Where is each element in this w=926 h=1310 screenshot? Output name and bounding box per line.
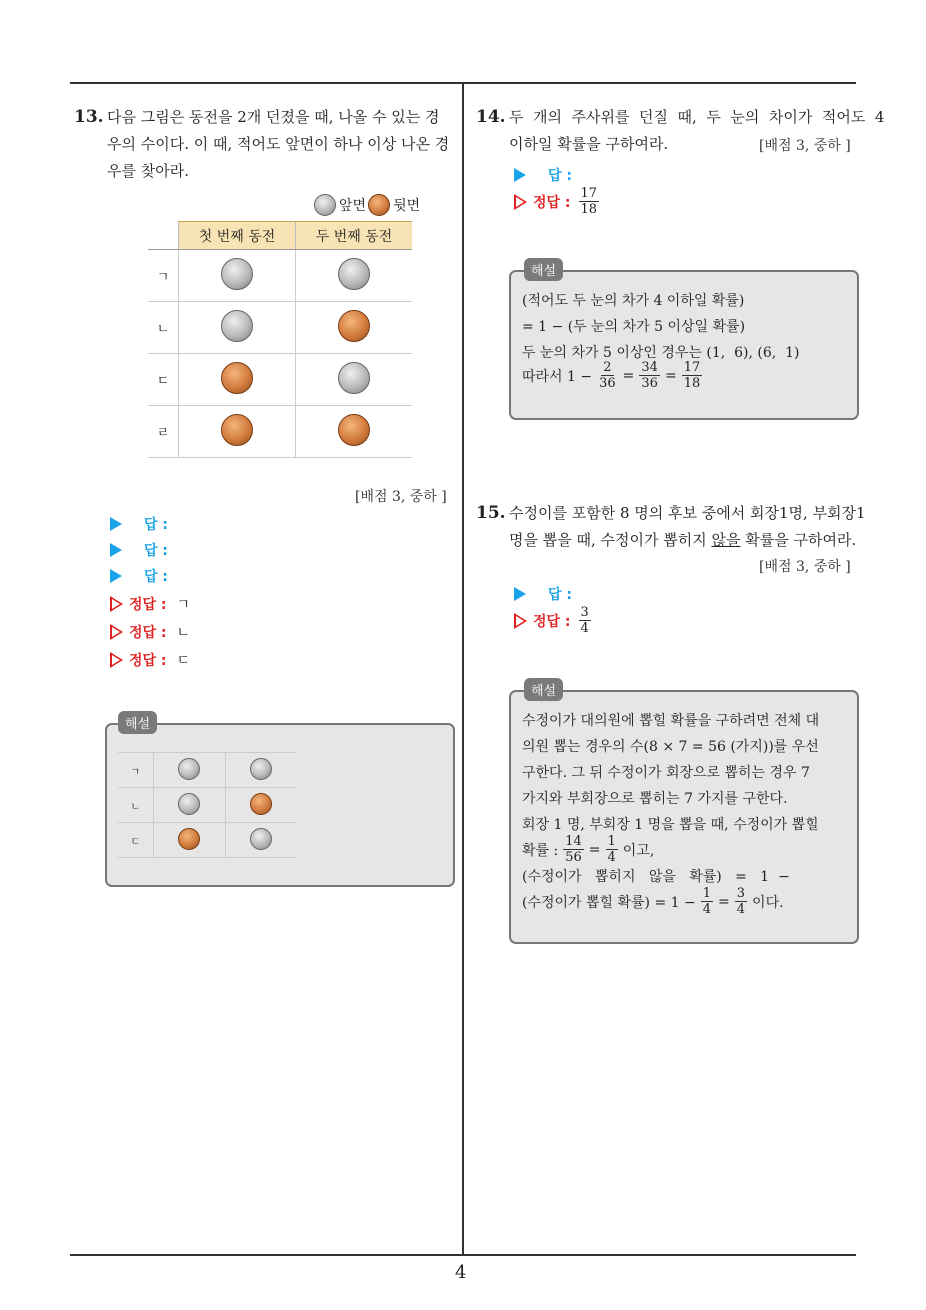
fraction-denominator: 4 [702, 902, 712, 917]
heads-coin-icon [178, 793, 200, 815]
page-number: 4 [455, 1262, 467, 1283]
q13-explanation-tab: 해설 [118, 711, 157, 734]
coin-cell [296, 406, 412, 458]
heads-coin-icon [250, 758, 272, 780]
fraction [735, 886, 747, 917]
tails-coin-icon [178, 828, 200, 850]
q14-explanation-line2: = 1 − (두 눈의 차가 5 이상일 확률) [522, 319, 746, 335]
coin-cell [225, 823, 296, 858]
heads-coin-icon [338, 362, 370, 394]
fraction-numerator: 34 [641, 360, 658, 375]
table-row [118, 788, 296, 823]
heads-coin-icon [221, 258, 253, 290]
fraction-numerator: 2 [603, 360, 612, 375]
heads-coin-icon [178, 758, 200, 780]
q14-explanation-line4 [522, 360, 704, 391]
coin-cell [225, 753, 296, 788]
open-triangle-icon [514, 613, 527, 629]
fraction-numerator: 1 [702, 886, 712, 901]
row-label: ㄱ [148, 250, 179, 302]
q15-text-segment: 확률을 구하여라. [740, 531, 857, 549]
q15-explanation-line5: 회장 1 명, 부회장 1 명을 뽑을 때, 수정이가 뽑힐 [522, 817, 819, 833]
heads-coin-icon [250, 828, 272, 850]
q13-correct-line-2 [110, 622, 190, 642]
fraction-denominator: 18 [683, 376, 701, 391]
q14-text-line1: 두 개의 주사위를 던질 때, 두 눈의 차이가 적어도 4 [509, 108, 885, 126]
q13-answer-value: ㄴ [176, 625, 191, 641]
filled-triangle-icon [110, 517, 122, 531]
correct-label: 정답 : [129, 625, 167, 641]
q13-answer-line-1 [110, 514, 168, 534]
answer-label: 답 : [144, 517, 168, 533]
filled-triangle-icon [110, 569, 122, 583]
heads-coin-icon [314, 194, 336, 216]
q14-answer-line [514, 165, 572, 185]
fraction [701, 886, 713, 917]
q15-answer-line [514, 584, 572, 604]
q15-explanation-line6 [522, 834, 654, 865]
filled-triangle-icon [514, 587, 526, 601]
q15-answer-fraction [579, 605, 591, 636]
tails-coin-icon [221, 414, 253, 446]
fraction-numerator: 3 [736, 886, 746, 901]
fraction [597, 360, 618, 391]
correct-label: 정답 : [129, 597, 167, 613]
coin-cell [179, 406, 296, 458]
fraction [682, 360, 703, 391]
q13-meta: [배점 3, 중하 ] [355, 489, 447, 505]
coin-cell [179, 250, 296, 302]
fraction-numerator: 17 [683, 360, 701, 375]
q15-meta: [배점 3, 중하 ] [759, 559, 851, 575]
coin-cell [153, 788, 225, 823]
row-label: ㄷ [118, 823, 153, 858]
fraction [563, 834, 584, 865]
fraction-numerator: 14 [565, 834, 582, 849]
fraction-denominator: 4 [736, 902, 746, 917]
q14-meta: [배점 3, 중하 ] [759, 138, 851, 154]
q15-explanation-line4: 가지와 부회장으로 뽑히는 7 가지를 구한다. [522, 791, 788, 807]
open-triangle-icon [110, 624, 123, 640]
q13-answer-line-2 [110, 540, 168, 560]
table-row [148, 302, 412, 354]
q14-number: 14. [476, 107, 506, 127]
fraction-denominator: 18 [580, 202, 598, 217]
q13-text-line3: 우를 찾아라. [107, 162, 189, 180]
explanation-text: 이다. [752, 894, 784, 911]
table-row [148, 406, 412, 458]
column-divider [462, 84, 464, 1256]
q15-text-line2 [509, 527, 856, 554]
fraction-numerator: 1 [607, 834, 616, 849]
filled-triangle-icon [110, 543, 122, 557]
q15-text-segment: 명을 뽑을 때, 수정이가 뽑히지 [509, 531, 712, 549]
row-label: ㄷ [148, 354, 179, 406]
q13-text-line1: 다음 그림은 동전을 2개 던졌을 때, 나올 수 있는 경 [107, 108, 440, 126]
tails-coin-icon [250, 793, 272, 815]
col-header-second-coin: 두 번째 동전 [296, 222, 412, 250]
explanation-text: 이고, [622, 842, 655, 859]
q14-explanation-tab: 해설 [524, 258, 563, 281]
answer-label: 답 : [144, 569, 168, 585]
coin-cell [225, 788, 296, 823]
q13-number: 13. [74, 107, 104, 127]
correct-label: 정답 : [129, 653, 167, 669]
table-row [118, 753, 296, 788]
legend-tails-label: 뒷면 [393, 198, 421, 214]
q13-correct-line-1 [110, 594, 190, 614]
fraction-denominator: 4 [580, 621, 589, 636]
legend-heads-label: 앞면 [339, 198, 367, 214]
open-triangle-icon [514, 194, 527, 210]
coin-cell [296, 250, 412, 302]
tails-coin-icon [338, 310, 370, 342]
row-label: ㄴ [118, 788, 153, 823]
open-triangle-icon [110, 596, 123, 612]
q15-explanation-line2: 의원 뽑는 경우의 수(8 × 7 = 56 (가지))를 우선 [522, 739, 819, 755]
q14-correct-line [514, 186, 601, 217]
q13-answer-value: ㄱ [176, 597, 191, 613]
q15-text-line1: 수정이를 포함한 8 명의 후보 중에서 회장1명, 부회장1 [509, 504, 866, 522]
coin-cell [296, 354, 412, 406]
coin-cell [153, 823, 225, 858]
table-row [148, 354, 412, 406]
q14-explanation-line1: (적어도 두 눈의 차가 4 이하일 확률) [522, 293, 745, 309]
table-row [118, 823, 296, 858]
tails-coin-icon [368, 194, 390, 216]
correct-label: 정답 : [533, 613, 571, 630]
coin-cell [153, 753, 225, 788]
answer-label: 답 : [548, 168, 572, 184]
fraction-denominator: 4 [607, 850, 616, 865]
coin-legend [314, 194, 420, 216]
fraction [639, 360, 660, 391]
equals-sign: = [664, 367, 677, 384]
heads-coin-icon [221, 310, 253, 342]
explanation-text: 따라서 1 − [522, 368, 593, 385]
q15-explanation-line3: 구한다. 그 뒤 수정이가 회장으로 뽑히는 경우 7 [522, 765, 810, 781]
fraction [606, 834, 618, 865]
open-triangle-icon [110, 652, 123, 668]
bottom-rule [70, 1254, 856, 1256]
fraction-denominator: 36 [599, 376, 616, 391]
q13-explanation-table [118, 752, 296, 858]
row-label: ㄱ [118, 753, 153, 788]
q14-text-line2: 이하일 확률을 구하여라. [509, 135, 669, 153]
equals-sign: = [622, 367, 635, 384]
coin-outcomes-table [148, 221, 412, 458]
explanation-text: 확률 : [522, 842, 559, 859]
q15-explanation-line7: (수정이가 뽑히지 않을 확률) = 1 − [522, 869, 790, 885]
row-label: ㄹ [148, 406, 179, 458]
fraction-denominator: 56 [565, 850, 582, 865]
tails-coin-icon [338, 414, 370, 446]
q13-answer-value: ㄷ [176, 653, 191, 669]
coin-cell [296, 302, 412, 354]
q15-explanation-line8 [522, 886, 784, 917]
q15-explanation-line1: 수정이가 대의원에 뽑힐 확률을 구하려면 전체 대 [522, 713, 820, 729]
explanation-text: (수정이가 뽑힐 확률) = 1 − [522, 894, 696, 911]
q14-answer-fraction [579, 186, 600, 217]
q15-correct-line [514, 605, 593, 636]
q13-text-line2: 우의 수이다. 이 때, 적어도 앞면이 하나 이상 나온 경 [107, 135, 450, 153]
tails-coin-icon [221, 362, 253, 394]
equals-sign: = [718, 893, 730, 910]
table-row [148, 250, 412, 302]
answer-label: 답 : [144, 543, 168, 559]
q13-correct-line-3 [110, 650, 190, 670]
q14-explanation-line3: 두 눈의 차가 5 이상인 경우는 (1, 6), (6, 1) [522, 345, 800, 361]
col-header-first-coin: 첫 번째 동전 [179, 222, 296, 250]
heads-coin-icon [338, 258, 370, 290]
coin-cell [179, 354, 296, 406]
correct-label: 정답 : [533, 194, 571, 211]
q13-answer-line-3 [110, 566, 168, 586]
coin-cell [179, 302, 296, 354]
row-label: ㄴ [148, 302, 179, 354]
q15-explanation-tab: 해설 [524, 678, 563, 701]
fraction-denominator: 36 [641, 376, 658, 391]
filled-triangle-icon [514, 168, 526, 182]
fraction-numerator: 17 [580, 186, 598, 201]
q15-underlined-word: 않을 [711, 531, 741, 549]
answer-label: 답 : [548, 587, 572, 603]
q15-number: 15. [476, 503, 506, 523]
equals-sign: = [588, 841, 601, 858]
fraction-numerator: 3 [580, 605, 589, 620]
